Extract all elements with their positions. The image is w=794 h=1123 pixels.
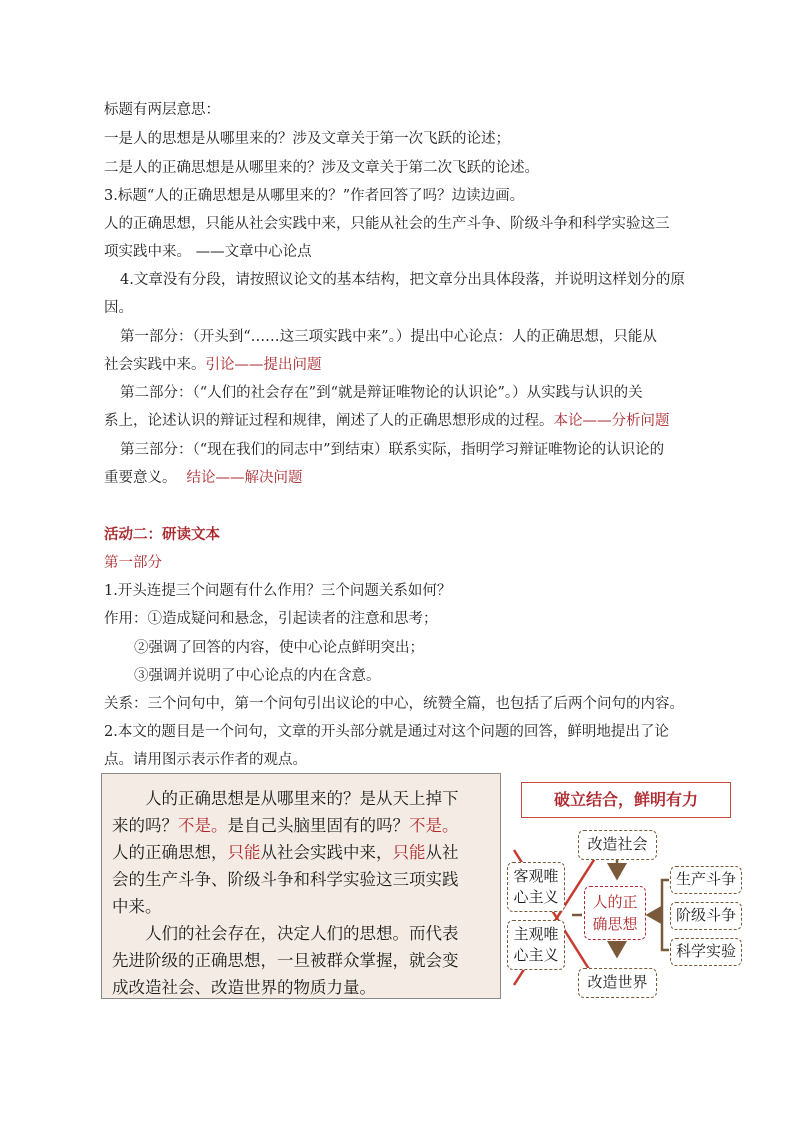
quote-emphasis: 只能 (227, 843, 261, 862)
quote-text: 人的正确思想， (112, 843, 228, 862)
node-text: 人的正 (592, 893, 638, 911)
part-three-label: 结论——解决问题 (186, 470, 303, 486)
quote-answer-no: 不是。 (178, 816, 228, 835)
part-one-text: 社会实践中来。 (104, 357, 206, 373)
thesis-diagram (504, 770, 750, 1002)
activity-question-1: 1.开头连提三个问题有什么作用？三个问题关系如何？ (104, 583, 452, 599)
activity-heading: 活动二：研读文本 (104, 526, 220, 543)
node-text: 主观唯 (513, 925, 559, 943)
node-production-struggle: 生产斗争 (670, 866, 742, 894)
right-bracket (652, 880, 669, 950)
node-transform-society: 改造社会 (578, 830, 657, 860)
quote-text: 从社 (425, 843, 459, 862)
central-thesis-line2: 项实践中来。 ——文章中心论点 (104, 244, 312, 260)
answer-function-3: ③强调并说明了中心论点的内在含意。 (134, 668, 381, 684)
node-scientific-experiment: 科学实验 (670, 938, 742, 966)
quote-emphasis: 只能 (392, 843, 426, 862)
quote-text: 是自己头脑里固有的吗？ (227, 816, 409, 835)
node-text: 心主义 (513, 946, 559, 964)
quote-text: 从社会实践中来， (260, 843, 393, 862)
activity-question-2-line1: 2.本文的题目是一个问句，文章的开头部分就是通过对这个问题的回答，鲜明地提出了论 (104, 724, 669, 740)
part-three-line1: 第三部分：（“现在我们的同志中”到结束）联系实际，指明学习辩证唯物论的认识论的 (120, 442, 665, 458)
part-three-text: 重要意义。 (104, 470, 177, 486)
node-transform-world: 改造世界 (578, 968, 657, 998)
para-title-meaning: 标题有两层意思： (104, 102, 220, 118)
quote-line (112, 839, 494, 866)
answer-function-1: 作用：①造成疑问和悬念，引起读者的注意和思考； (104, 611, 438, 627)
answer-function-2: ②强调了回答的内容，使中心论点鲜明突出； (134, 640, 424, 656)
part-one-line2 (104, 354, 322, 376)
node-text: 确思想 (592, 915, 638, 933)
part-one-line1: 第一部分：（开头到“……这三项实践中来”。）提出中心论点：人的正确思想，只能从 (120, 329, 657, 345)
part-two-label: 本论——分析问题 (553, 413, 670, 429)
node-text: 客观唯 (513, 867, 559, 885)
activity-question-2-line2: 点。请用图示表示作者的观点。 (104, 752, 307, 768)
node-correct-thought (584, 886, 646, 940)
quote-line: 会的生产斗争、阶级斗争和科学实验这三项实践 (112, 870, 459, 889)
quote-text: 来的吗？ (112, 816, 178, 835)
question-3: 3.标题“人的正确思想是从哪里来的？”作者回答了吗？边读边画。 (104, 188, 525, 204)
part-two-line2 (104, 410, 670, 432)
quote-line: 中来。 (112, 897, 162, 916)
para-first-meaning: 一是人的思想是从哪里来的？涉及文章关于第一次飞跃的论述； (104, 131, 510, 147)
answer-relation: 关系：三个问句中，第一个问句引出议论的中心，统赞全篇，也包括了后两个问句的内容。 (104, 696, 684, 712)
part-two-text: 系上，论述认识的辩证过程和规律，阐述了人的正确思想形成的过程。 (104, 413, 554, 429)
quote-line: 人的正确思想是从哪里来的？是从天上掉下 (145, 789, 459, 808)
question-4-line1: 4.文章没有分段，请按照议论文的基本结构，把文章分出具体段落，并说明这样划分的原 (120, 272, 685, 288)
quote-answer-no: 不是。 (409, 816, 459, 835)
para-second-meaning: 二是人的正确思想是从哪里来的？涉及文章关于第二次飞跃的论述。 (104, 160, 539, 176)
node-subjective-idealism (507, 920, 565, 970)
part-three-line2 (104, 467, 303, 489)
node-objective-idealism (507, 862, 565, 912)
quote-line: 先进阶级的正确思想，一旦被群众掌握，就会变 (112, 951, 459, 970)
node-text: 心主义 (513, 888, 559, 906)
section-part-one: 第一部分 (104, 555, 162, 571)
quote-box (101, 773, 501, 999)
question-4-line2: 因。 (104, 300, 133, 316)
part-one-label: 引论——提出问题 (205, 357, 322, 373)
quote-line: 成改造社会、改造世界的物质力量。 (112, 978, 376, 997)
part-two-line1: 第二部分：（“人们的社会存在”到“就是辩证唯物论的认识论”。）从实践与认识的关 (120, 385, 643, 401)
diagram-title: 破立结合，鲜明有力 (521, 782, 731, 818)
node-class-struggle: 阶级斗争 (670, 902, 742, 930)
quote-line: 人们的社会存在，决定人们的思想。而代表 (145, 924, 459, 943)
central-thesis-line1: 人的正确思想，只能从社会实践中来，只能从社会的生产斗争、阶级斗争和科学实验这三 (104, 216, 670, 232)
quote-line (112, 812, 494, 839)
